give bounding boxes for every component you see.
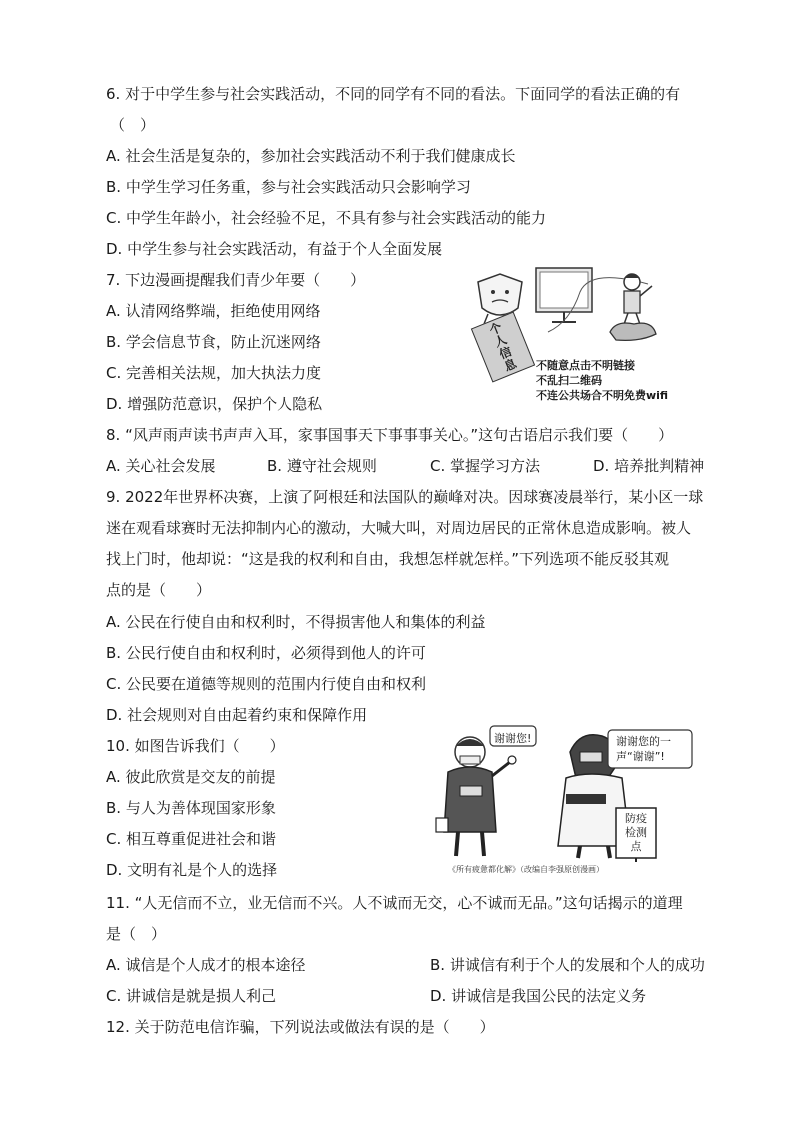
q10-option-d: D. 文明有礼是个人的选择 (106, 861, 278, 879)
q9-option-d: D. 社会规则对自由起着约束和保障作用 (106, 706, 368, 724)
q7-option-b: B. 学会信息节食，防止沉迷网络 (106, 333, 321, 351)
q7-option-a: A. 认清网络弊端，拒绝使用网络 (106, 302, 321, 320)
bubble-right (616, 734, 671, 764)
q6-stem: 6. 对于中学生参与社会实践活动，不同的同学有不同的看法。下面同学的看法正确的有 (106, 85, 681, 103)
q11-option-b: B. 讲诚信有利于个人的发展和个人的成功 (430, 956, 705, 974)
q8-option-d: D. 培养批判精神 (593, 457, 705, 475)
q8-option-b: B. 遵守社会规则 (267, 457, 377, 475)
q10-cartoon-caption: 《所有疲惫都化解》（改编自李强原创漫画） (448, 865, 604, 874)
bubble-right-line-1: 谢谢您的一 (616, 735, 671, 748)
q9-stem-line-1: 9. 2022年世界杯决赛，上演了阿根廷和法国队的巅峰对决。因球赛凌晨举行，某小区一球 (106, 488, 704, 506)
q12-stem: 12. 关于防范电信诈骗，下列说法或做法有误的是（ ） (106, 1018, 495, 1036)
q6-option-c: C. 中学生年龄小，社会经验不足，不具有参与社会实践活动的能力 (106, 209, 547, 227)
q9-stem-line-2: 迷在观看球赛时无法抑制内心的激动，大喊大叫，对周边居民的正常休息造成影响。被人 (106, 519, 692, 537)
q9-option-a: A. 公民在行使自由和权利时，不得损害他人和集体的利益 (106, 613, 486, 631)
q10-cartoon (430, 722, 700, 878)
q7-cartoon (470, 262, 690, 412)
q9-stem-line-4: 点的是（ ） (106, 581, 212, 599)
q10-option-c: C. 相互尊重促进社会和谐 (106, 830, 277, 848)
q6-option-a: A. 社会生活是复杂的，参加社会实践活动不利于我们健康成长 (106, 147, 516, 165)
q7-option-d: D. 增强防范意识，保护个人隐私 (106, 395, 323, 413)
q7-stem: 7. 下边漫画提醒我们青少年要（ ） (106, 271, 366, 289)
q8-option-c: C. 掌握学习方法 (430, 457, 541, 475)
q11-option-c: C. 讲诚信是就是损人利己 (106, 987, 277, 1005)
q11-option-a: A. 诚信是个人成才的根本途径 (106, 956, 306, 974)
q10-option-b: B. 与人为善体现国家形象 (106, 799, 276, 817)
caption-line-1: 不随意点击不明链接 (536, 359, 635, 372)
personal-info-sign-text: 个人信息 (486, 320, 519, 374)
q9-stem-line-3: 找上门时，他却说：“这是我的权利和自由，我想怎样就怎样。”下列选项不能反驳其观 (106, 550, 670, 568)
q6-option-b: B. 中学生学习任务重，参与社会实践活动只会影响学习 (106, 178, 471, 196)
q7-cartoon-captions (536, 358, 668, 403)
q11-stem-line-2: 是（ ） (106, 925, 167, 943)
board-line-2: 检测 (625, 826, 647, 839)
q11-stem: 11. “人无信而不立，业无信而不兴。人不诚而无交，心不诚而无品。”这句话揭示的道理 (106, 894, 683, 912)
q8-stem: 8. “风声雨声读书声声入耳，家事国事天下事事事关心。”这句古语启示我们要（ ） (106, 426, 674, 444)
board-line-3: 点 (630, 840, 642, 853)
q10-option-a: A. 彼此欣赏是交友的前提 (106, 768, 276, 786)
bubble-left-text: 谢谢您! (494, 732, 532, 745)
checkpoint-board (618, 812, 654, 854)
q11-option-d: D. 讲诚信是我国公民的法定义务 (430, 987, 647, 1005)
caption-line-3: 不连公共场合不明免费wifi (536, 389, 669, 402)
q6-stem-bracket: （ ） (110, 116, 156, 134)
q9-option-b: B. 公民行使自由和权利时，必须得到他人的许可 (106, 644, 426, 662)
q6-option-d: D. 中学生参与社会实践活动，有益于个人全面发展 (106, 240, 443, 258)
board-line-1: 防疫 (625, 812, 647, 825)
q7-option-c: C. 完善相关法规，加大执法力度 (106, 364, 322, 382)
q9-option-c: C. 公民要在道德等规则的范围内行使自由和权利 (106, 675, 427, 693)
q8-option-a: A. 关心社会发展 (106, 457, 216, 475)
caption-line-2: 不乱扫二维码 (536, 374, 602, 387)
bubble-right-line-2: 声“谢谢”! (616, 750, 665, 763)
q10-stem: 10. 如图告诉我们（ ） (106, 737, 285, 755)
